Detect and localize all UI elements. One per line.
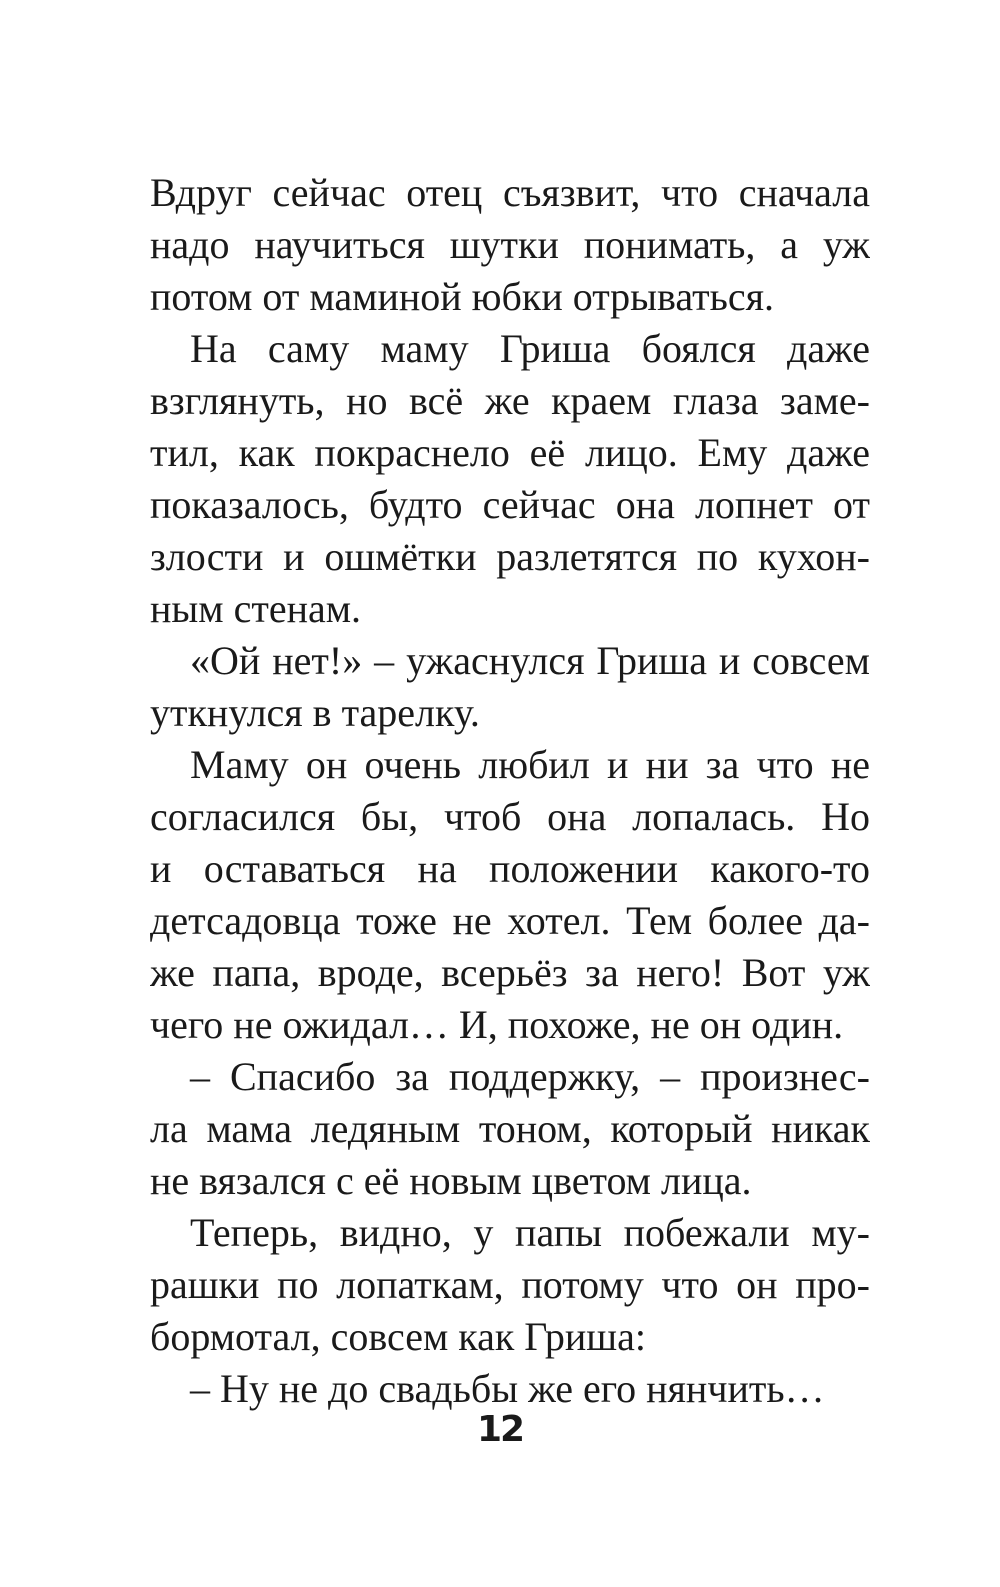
- text-line: не вязался с её новым цветом лица.: [150, 1158, 752, 1203]
- text-line: детсадовца тоже не хотел. Тем более да-: [150, 898, 870, 943]
- text-line: же папа, вроде, всерьёз за него! Вот уж: [150, 950, 870, 995]
- text-line: На саму маму Гриша боялся даже: [190, 326, 870, 371]
- text-line: – Спасибо за поддержку, – произнес-: [190, 1054, 870, 1099]
- text-line: злости и ошмётки разлетятся по кухон-: [150, 534, 870, 579]
- text-line: Маму он очень любил и ни за что не: [190, 742, 870, 787]
- text-line: бормотал, совсем как Гриша:: [150, 1314, 646, 1359]
- text-line: ным стенам.: [150, 586, 362, 631]
- text-line: тил, как покраснело её лицо. Ему даже: [150, 430, 870, 475]
- text-line: чего не ожидал… И, похоже, не он один.: [150, 1002, 844, 1047]
- text-line: уткнулся в тарелку.: [150, 690, 480, 735]
- text-line: взглянуть, но всё же краем глаза заме-: [150, 378, 870, 423]
- text-line: и оставаться на положении какого-то: [150, 846, 870, 891]
- text-line: Вдруг сейчас отец съязвит, что сначала: [150, 170, 870, 215]
- text-line: согласился бы, чтоб она лопалась. Но: [150, 794, 870, 839]
- text-line: Теперь, видно, у папы побежали му-: [190, 1210, 870, 1255]
- page-number: 12: [476, 1409, 524, 1450]
- text-line: рашки по лопаткам, потому что он про-: [150, 1262, 870, 1307]
- text-line: «Ой нет!» – ужаснулся Гриша и совсем: [190, 638, 870, 683]
- text-line: показалось, будто сейчас она лопнет от: [150, 482, 870, 527]
- text-line: потом от маминой юбки отрываться.: [150, 274, 775, 319]
- text-line: ла мама ледяным тоном, который никак: [150, 1106, 870, 1151]
- text-line: надо научиться шутки понимать, а уж: [150, 222, 870, 267]
- text-line: – Ну не до свадьбы же его нянчить…: [190, 1366, 825, 1411]
